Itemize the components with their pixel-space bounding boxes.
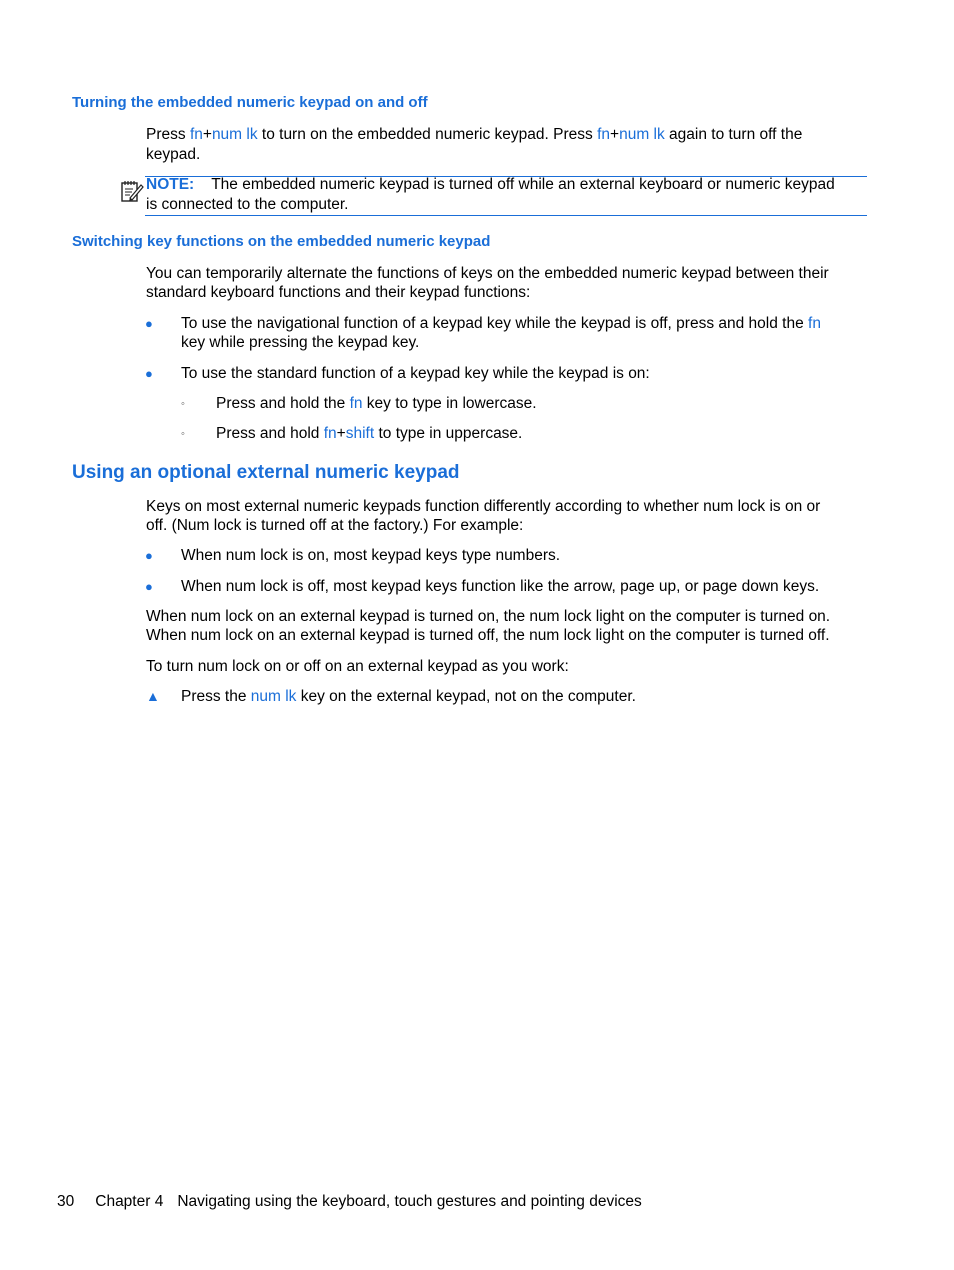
paragraph-turn-on-off: Press fn+num lk to turn on the embedded numeric keypad. Press fn+num lk again to turn off the [146,126,803,143]
note-line2: is connected to the computer. [146,196,349,213]
heading-switching-functions: Switching key functions on the embedded numeric keypad [72,233,491,250]
list-item: When num lock is on, most keypad keys type numbers. [181,547,561,564]
footer-title: Navigating using the keyboard, touch gestures and pointing devices [177,1193,642,1210]
paragraph-external-intro-line2: off. (Num lock is turned off at the factory.) For example: [146,517,524,534]
key-fn: fn [597,126,611,143]
key-fn: fn [349,395,363,412]
bullet-icon: ● [145,548,153,563]
paragraph-num-lock-light-line2: When num lock on an external keypad is turned off, the num lock light on the computer is turned off. [146,627,830,644]
sub-bullet-icon: ◦ [181,398,185,410]
footer-chapter: Chapter 4 [95,1193,164,1210]
sub-list-item: Press and hold the fn key to type in lowercase. [216,395,537,412]
page-number: 30 [57,1193,75,1210]
bullet-icon: ● [145,579,153,594]
list-item: To use the standard function of a keypad key while the keypad is on: [181,365,650,382]
note-line1: NOTE: The embedded numeric keypad is turned off while an external keyboard or numeric keypad [146,176,835,193]
key-fn: fn [323,425,337,442]
sub-list-item: Press and hold fn+shift to type in uppercase. [216,425,523,442]
step-item: Press the num lk key on the external keypad, not on the computer. [181,688,636,705]
bullet-icon: ● [145,316,153,331]
paragraph-intro-line2: standard keyboard functions and their keypad functions: [146,284,531,301]
key-num-lk: num lk [211,126,258,143]
paragraph-turn-num-lock: To turn num lock on or off on an external keypad as you work: [146,658,569,675]
paragraph-external-intro-line1: Keys on most external numeric keypads function differently according to whether num lock is on or [146,498,821,515]
key-shift: shift [345,425,375,442]
step-triangle-icon: ▲ [146,688,160,704]
key-num-lk: num lk [619,126,665,143]
key-num-lk: num lk [250,688,297,705]
bullet-icon: ● [145,366,153,381]
sub-bullet-icon: ◦ [181,428,185,440]
paragraph-num-lock-light-line1: When num lock on an external keypad is turned on, the num lock light on the computer is turned on. [146,608,831,625]
key-fn: fn [189,126,203,143]
paragraph-turn-on-off-line2: keypad. [146,146,201,163]
note-bottom-rule [145,215,867,216]
list-item-line2: key while pressing the keypad key. [181,334,420,351]
key-fn: fn [808,315,821,332]
heading-turning-keypad: Turning the embedded numeric keypad on and off [72,94,428,111]
list-item: When num lock is off, most keypad keys function like the arrow, page up, or page down keys. [181,578,820,595]
paragraph-intro-line1: You can temporarily alternate the functions of keys on the embedded numeric keypad between their [146,265,829,282]
list-item: To use the navigational function of a keypad key while the keypad is off, press and hold the fn [181,315,821,332]
note-label: NOTE: [146,176,195,193]
heading-external-keypad: Using an optional external numeric keypad [72,462,460,483]
note-icon [119,178,145,204]
page-footer [57,1192,642,1211]
